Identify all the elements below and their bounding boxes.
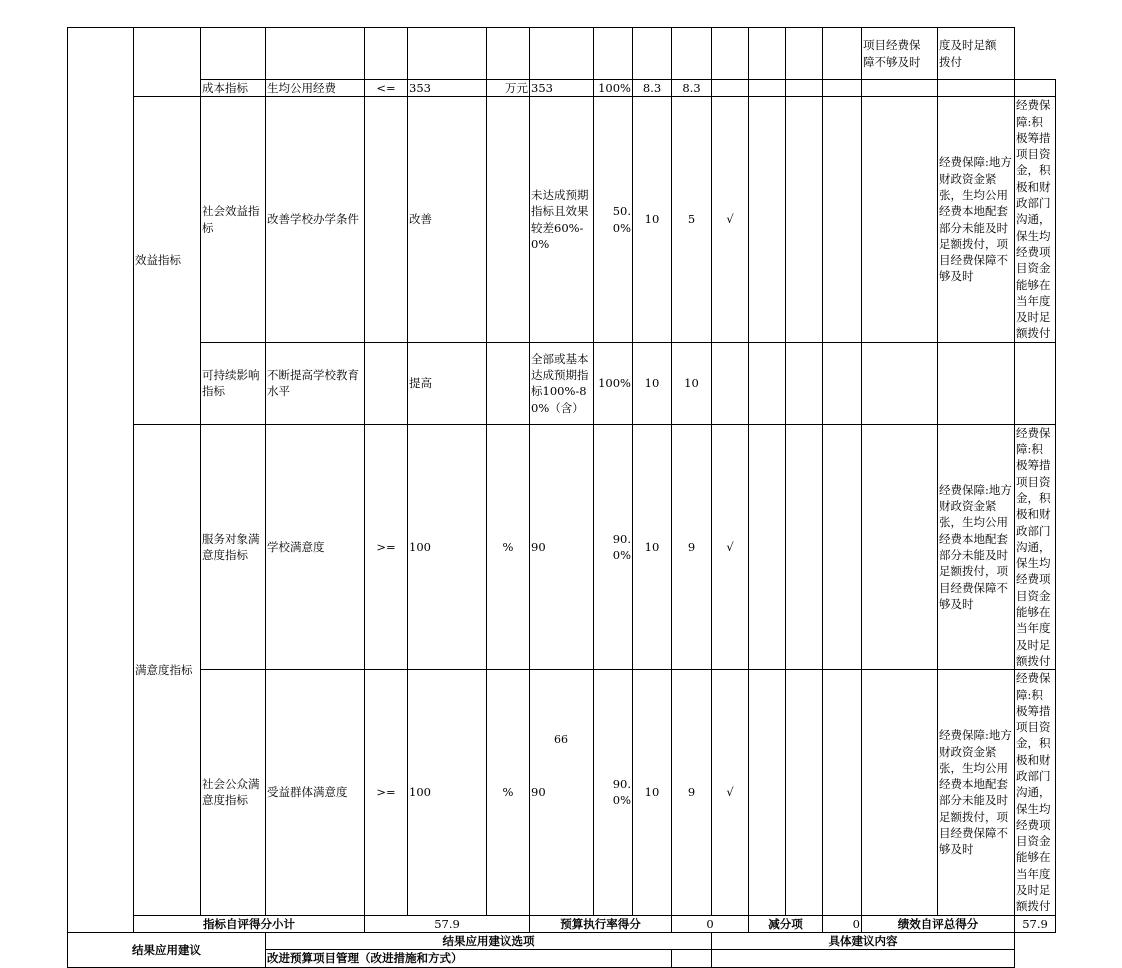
remark-service: 经费保障:地方财政资金紧张，生均公用经费本地配套部分未能及时足额拨付，项目经费保障不够及时 bbox=[938, 424, 1015, 669]
suggestion-line: 拨付 bbox=[939, 54, 962, 69]
evaluation-table bbox=[67, 27, 1056, 968]
cell bbox=[823, 670, 862, 915]
table-row bbox=[68, 670, 1056, 915]
target-service: 100 bbox=[408, 424, 487, 669]
cell bbox=[786, 97, 823, 342]
cell bbox=[365, 28, 408, 80]
operator-sustain bbox=[365, 342, 408, 424]
actual-public: 90 bbox=[530, 670, 594, 915]
check-mark: √ bbox=[712, 670, 749, 915]
cell bbox=[266, 28, 365, 80]
actual-sustain: 全部或基本达成预期指标100%-80%（含） bbox=[530, 342, 594, 424]
cell bbox=[862, 97, 938, 342]
unit-cost: 万元 bbox=[487, 80, 530, 97]
application-label: 结果应用建议 bbox=[68, 932, 266, 967]
table-row bbox=[68, 28, 1056, 80]
level1-cell-partial bbox=[134, 28, 201, 97]
page-number: 66 bbox=[554, 733, 568, 746]
unit-public: % bbox=[487, 670, 530, 915]
indicator-service: 学校满意度 bbox=[266, 424, 365, 669]
cell bbox=[672, 28, 712, 80]
rate-service: 90.0% bbox=[594, 424, 633, 669]
cell bbox=[633, 28, 672, 80]
budget-label: 预算执行率得分 bbox=[530, 915, 672, 932]
level2-sustain: 可持续影响指标 bbox=[201, 342, 266, 424]
actual-social: 未达成预期指标且效果较差60%-0% bbox=[530, 97, 594, 342]
level2-cost: 成本指标 bbox=[201, 80, 266, 97]
option-check-cell bbox=[672, 950, 712, 967]
check-mark: √ bbox=[712, 97, 749, 342]
weight-service: 10 bbox=[633, 424, 672, 669]
unit-service: % bbox=[487, 424, 530, 669]
weight-cost: 8.3 bbox=[633, 80, 672, 97]
level1-satisfaction: 满意度指标 bbox=[134, 424, 201, 915]
remark-cell bbox=[938, 80, 1015, 97]
cell bbox=[712, 80, 749, 97]
level2-service: 服务对象满意度指标 bbox=[201, 424, 266, 669]
application-row bbox=[68, 932, 1056, 949]
remark-cell bbox=[938, 342, 1015, 424]
operator-public: >= bbox=[365, 670, 408, 915]
score-social: 5 bbox=[672, 97, 712, 342]
cell bbox=[823, 28, 862, 80]
cell bbox=[823, 424, 862, 669]
cell bbox=[749, 342, 786, 424]
cell bbox=[823, 80, 862, 97]
remark-social: 经费保障:地方财政资金紧张，生均公用经费本地配套部分未能及时足额拨付，项目经费保障不够及时 bbox=[938, 97, 1015, 342]
score-service: 9 bbox=[672, 424, 712, 669]
target-sustain: 提高 bbox=[408, 342, 487, 424]
cell bbox=[712, 342, 749, 424]
weight-public: 10 bbox=[633, 670, 672, 915]
cell bbox=[862, 670, 938, 915]
rate-cost: 100% bbox=[594, 80, 633, 97]
cell bbox=[786, 670, 823, 915]
total-label: 绩效自评总得分 bbox=[862, 915, 1015, 932]
cell bbox=[712, 28, 749, 80]
cell bbox=[749, 28, 786, 80]
cell bbox=[862, 80, 938, 97]
table-row bbox=[68, 97, 1056, 342]
cell bbox=[786, 424, 823, 669]
operator-service: >= bbox=[365, 424, 408, 669]
options-header: 结果应用建议选项 bbox=[266, 932, 712, 949]
operator-social bbox=[365, 97, 408, 342]
budget-value: 0 bbox=[672, 915, 749, 932]
details-header: 具体建议内容 bbox=[712, 932, 1015, 949]
level1-benefit: 效益指标 bbox=[134, 97, 201, 424]
suggestion-cell bbox=[1015, 342, 1056, 424]
target-social: 改善 bbox=[408, 97, 487, 342]
cell bbox=[594, 28, 633, 80]
suggestion-line: 度及时足额 bbox=[939, 38, 997, 53]
check-mark: √ bbox=[712, 424, 749, 669]
total-value: 57.9 bbox=[1015, 915, 1056, 932]
cell bbox=[749, 97, 786, 342]
cell bbox=[823, 342, 862, 424]
suggestion-public: 经费保障:积极筹措项目资金，积极和财政部门沟通，保生均经费项目资金能够在当年度及时足额拨付 bbox=[1015, 670, 1056, 915]
indicator-public: 受益群体满意度 bbox=[266, 670, 365, 915]
rate-sustain: 100% bbox=[594, 342, 633, 424]
score-cost: 8.3 bbox=[672, 80, 712, 97]
target-cost: 353 bbox=[408, 80, 487, 97]
option-detail-cell bbox=[712, 950, 1015, 967]
cell bbox=[862, 424, 938, 669]
score-sustain: 10 bbox=[672, 342, 712, 424]
cell bbox=[487, 28, 530, 80]
subtotal-value: 57.9 bbox=[365, 915, 530, 932]
remark-line: 障不够及时 bbox=[863, 54, 921, 69]
option-improve-management: 改进预算项目管理（改进措施和方式） bbox=[266, 950, 672, 967]
weight-sustain: 10 bbox=[633, 342, 672, 424]
subtotal-label: 指标自评得分小计 bbox=[134, 915, 365, 932]
remark-line: 项目经费保 bbox=[863, 38, 921, 53]
table-row bbox=[68, 424, 1056, 669]
unit-sustain bbox=[487, 342, 530, 424]
target-public: 100 bbox=[408, 670, 487, 915]
rate-public: 90.0% bbox=[594, 670, 633, 915]
table-row bbox=[68, 80, 1056, 97]
level2-public: 社会公众满意度指标 bbox=[201, 670, 266, 915]
weight-social: 10 bbox=[633, 97, 672, 342]
cell bbox=[749, 80, 786, 97]
suggestion-cell bbox=[1015, 80, 1056, 97]
score-public: 9 bbox=[672, 670, 712, 915]
actual-service: 90 bbox=[530, 424, 594, 669]
suggestion-service: 经费保障:积极筹措项目资金，积极和财政部门沟通，保生均经费项目资金能够在当年度及时足额拨付 bbox=[1015, 424, 1056, 669]
deduct-value: 0 bbox=[823, 915, 862, 932]
cell bbox=[530, 28, 594, 80]
cell bbox=[786, 342, 823, 424]
indicator-cost: 生均公用经费 bbox=[266, 80, 365, 97]
suggestion-cell bbox=[938, 28, 1015, 80]
summary-row bbox=[68, 915, 1056, 932]
table-row bbox=[68, 342, 1056, 424]
cell bbox=[823, 97, 862, 342]
level1-cell-empty bbox=[68, 28, 134, 933]
operator-cost: <= bbox=[365, 80, 408, 97]
remark-public: 经费保障:地方财政资金紧张，生均公用经费本地配套部分未能及时足额拨付，项目经费保障不够及时 bbox=[938, 670, 1015, 915]
cell bbox=[786, 80, 823, 97]
cell bbox=[201, 28, 266, 80]
suggestion-social: 经费保障:积极筹措项目资金，积极和财政部门沟通，保生均经费项目资金能够在当年度及时足额拨付 bbox=[1015, 97, 1056, 342]
level2-social: 社会效益指标 bbox=[201, 97, 266, 342]
remark-cell bbox=[862, 28, 938, 80]
deduct-label: 减分项 bbox=[749, 915, 823, 932]
indicator-social: 改善学校办学条件 bbox=[266, 97, 365, 342]
unit-social bbox=[487, 97, 530, 342]
indicator-sustain: 不断提高学校教育水平 bbox=[266, 342, 365, 424]
cell bbox=[786, 28, 823, 80]
cell bbox=[408, 28, 487, 80]
actual-cost: 353 bbox=[530, 80, 594, 97]
cell bbox=[862, 342, 938, 424]
rate-social: 50.0% bbox=[594, 97, 633, 342]
cell bbox=[749, 670, 786, 915]
cell bbox=[749, 424, 786, 669]
